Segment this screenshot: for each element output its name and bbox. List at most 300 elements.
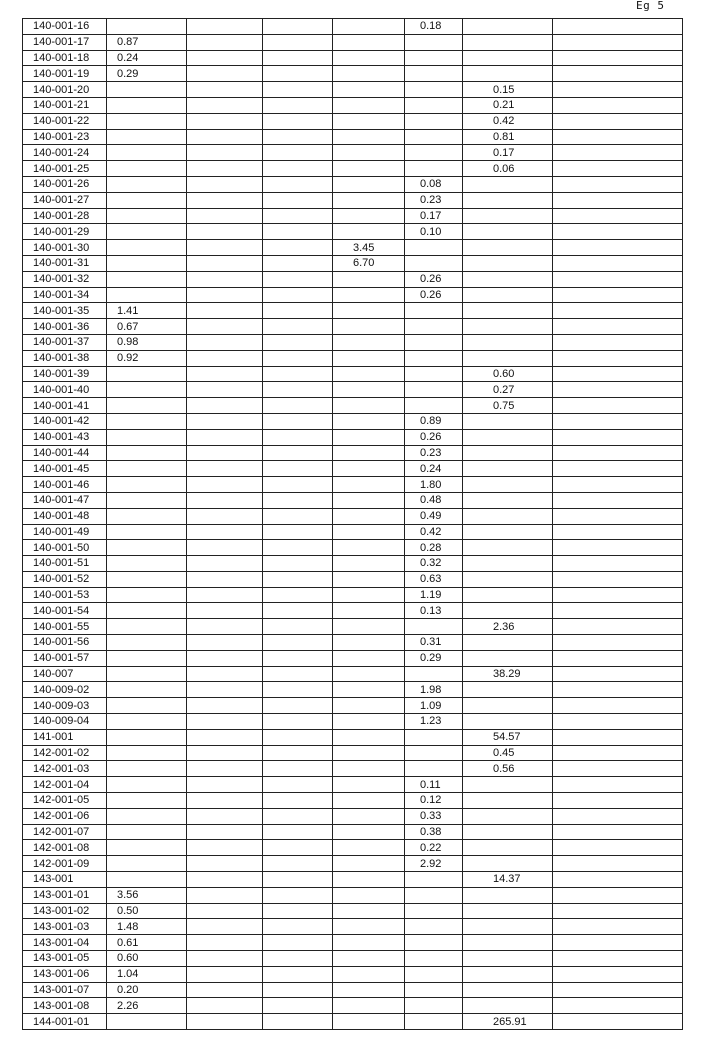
table-cell-col6: 0.24 <box>405 461 463 477</box>
table-cell-col5 <box>333 666 405 682</box>
table-row <box>23 113 683 129</box>
row-id: 140-001-32 <box>23 271 107 287</box>
row-id: 140-001-41 <box>23 398 107 414</box>
table-row <box>23 303 683 319</box>
table-cell-col6 <box>405 887 463 903</box>
table-cell-col3 <box>187 935 263 951</box>
table-row <box>23 556 683 572</box>
table-row <box>23 761 683 777</box>
table-cell-col6: 0.26 <box>405 287 463 303</box>
table-cell-col4 <box>263 19 333 35</box>
table-cell-col7 <box>463 334 553 350</box>
table-cell-col8 <box>553 524 683 540</box>
table-cell-col3 <box>187 271 263 287</box>
table-cell-col5 <box>333 808 405 824</box>
row-id: 143-001-07 <box>23 982 107 998</box>
table-cell-col7 <box>463 571 553 587</box>
table-cell-col8 <box>553 872 683 888</box>
table-cell-col8 <box>553 982 683 998</box>
table-cell-col2 <box>107 603 187 619</box>
table-cell-col7: 0.42 <box>463 113 553 129</box>
table-row <box>23 887 683 903</box>
table-cell-col4 <box>263 793 333 809</box>
table-cell-col8 <box>553 666 683 682</box>
table-cell-col8 <box>553 824 683 840</box>
table-cell-col4 <box>263 603 333 619</box>
row-id: 140-001-30 <box>23 240 107 256</box>
row-id: 143-001-03 <box>23 919 107 935</box>
table-cell-col8 <box>553 129 683 145</box>
row-id: 142-001-05 <box>23 793 107 809</box>
table-cell-col5 <box>333 966 405 982</box>
table-cell-col5 <box>333 824 405 840</box>
table-cell-col7 <box>463 635 553 651</box>
row-id: 140-001-51 <box>23 556 107 572</box>
table-cell-col7 <box>463 903 553 919</box>
table-cell-col7 <box>463 824 553 840</box>
table-cell-col4 <box>263 82 333 98</box>
table-cell-col7: 0.56 <box>463 761 553 777</box>
table-cell-col4 <box>263 192 333 208</box>
table-cell-col3 <box>187 887 263 903</box>
table-cell-col4 <box>263 1014 333 1030</box>
table-row <box>23 255 683 271</box>
row-id: 140-001-42 <box>23 413 107 429</box>
table-cell-col6: 0.26 <box>405 271 463 287</box>
table-cell-col7 <box>463 966 553 982</box>
table-cell-col3 <box>187 698 263 714</box>
table-cell-col5 <box>333 919 405 935</box>
table-cell-col8 <box>553 224 683 240</box>
table-cell-col6: 0.31 <box>405 635 463 651</box>
table-row <box>23 571 683 587</box>
table-cell-col6 <box>405 903 463 919</box>
table-cell-col2 <box>107 872 187 888</box>
table-row <box>23 413 683 429</box>
table-cell-col4 <box>263 287 333 303</box>
table-cell-col8 <box>553 951 683 967</box>
table-row <box>23 161 683 177</box>
table-cell-col4 <box>263 145 333 161</box>
table-row <box>23 366 683 382</box>
table-cell-col4 <box>263 856 333 872</box>
table-cell-col5 <box>333 145 405 161</box>
row-id: 140-001-24 <box>23 145 107 161</box>
table-cell-col6: 0.23 <box>405 445 463 461</box>
table-cell-col6: 0.11 <box>405 777 463 793</box>
table-cell-col6 <box>405 50 463 66</box>
row-id: 140-001-40 <box>23 382 107 398</box>
table-cell-col4 <box>263 255 333 271</box>
table-cell-col6: 0.18 <box>405 19 463 35</box>
table-cell-col8 <box>553 34 683 50</box>
table-cell-col5 <box>333 856 405 872</box>
table-cell-col8 <box>553 113 683 129</box>
table-cell-col4 <box>263 951 333 967</box>
table-cell-col8 <box>553 161 683 177</box>
table-cell-col6: 2.92 <box>405 856 463 872</box>
table-cell-col8 <box>553 808 683 824</box>
row-id: 143-001-06 <box>23 966 107 982</box>
table-row <box>23 176 683 192</box>
table-cell-col8 <box>553 587 683 603</box>
table-cell-col2 <box>107 208 187 224</box>
row-id: 143-001-01 <box>23 887 107 903</box>
table-cell-col2 <box>107 113 187 129</box>
table-cell-col6: 0.48 <box>405 492 463 508</box>
table-cell-col6 <box>405 113 463 129</box>
table-cell-col2 <box>107 745 187 761</box>
table-cell-col3 <box>187 176 263 192</box>
table-cell-col5 <box>333 461 405 477</box>
table-cell-col8 <box>553 966 683 982</box>
table-cell-col7 <box>463 350 553 366</box>
table-cell-col5 <box>333 761 405 777</box>
table-cell-col8 <box>553 556 683 572</box>
table-cell-col4 <box>263 492 333 508</box>
table-row <box>23 19 683 35</box>
table-cell-col8 <box>553 287 683 303</box>
table-cell-col6: 0.08 <box>405 176 463 192</box>
row-id: 140-001-26 <box>23 176 107 192</box>
row-id: 140-009-04 <box>23 714 107 730</box>
table-cell-col7: 14.37 <box>463 872 553 888</box>
table-cell-col5 <box>333 192 405 208</box>
table-cell-col6 <box>405 34 463 50</box>
table-cell-col6 <box>405 745 463 761</box>
row-id: 140-001-38 <box>23 350 107 366</box>
table-cell-col3 <box>187 1014 263 1030</box>
table-cell-col2 <box>107 508 187 524</box>
table-cell-col4 <box>263 113 333 129</box>
table-cell-col6 <box>405 382 463 398</box>
table-cell-col7: 0.60 <box>463 366 553 382</box>
table-cell-col4 <box>263 34 333 50</box>
table-cell-col2 <box>107 429 187 445</box>
table-cell-col2 <box>107 619 187 635</box>
table-row <box>23 240 683 256</box>
table-cell-col2 <box>107 398 187 414</box>
table-row <box>23 698 683 714</box>
table-cell-col7 <box>463 445 553 461</box>
table-cell-col7 <box>463 714 553 730</box>
table-row <box>23 808 683 824</box>
row-id: 142-001-08 <box>23 840 107 856</box>
table-cell-col5 <box>333 540 405 556</box>
table-cell-col3 <box>187 793 263 809</box>
table-row <box>23 350 683 366</box>
table-cell-col7 <box>463 808 553 824</box>
table-cell-col4 <box>263 872 333 888</box>
table-cell-col6 <box>405 398 463 414</box>
table-cell-col4 <box>263 50 333 66</box>
table-cell-col7 <box>463 856 553 872</box>
table-cell-col2: 0.24 <box>107 50 187 66</box>
table-row <box>23 619 683 635</box>
table-cell-col6 <box>405 334 463 350</box>
table-row <box>23 129 683 145</box>
table-cell-col2: 0.87 <box>107 34 187 50</box>
table-cell-col3 <box>187 208 263 224</box>
row-id: 140-001-56 <box>23 635 107 651</box>
table-cell-col8 <box>553 777 683 793</box>
table-cell-col8 <box>553 761 683 777</box>
table-cell-col7: 0.15 <box>463 82 553 98</box>
table-cell-col2 <box>107 176 187 192</box>
table-cell-col5 <box>333 208 405 224</box>
table-cell-col2 <box>107 761 187 777</box>
table-cell-col6: 0.22 <box>405 840 463 856</box>
table-cell-col5 <box>333 887 405 903</box>
table-row <box>23 793 683 809</box>
table-cell-col6 <box>405 666 463 682</box>
table-cell-col3 <box>187 824 263 840</box>
table-cell-col6: 0.42 <box>405 524 463 540</box>
table-row <box>23 745 683 761</box>
table-cell-col6: 1.23 <box>405 714 463 730</box>
table-cell-col2 <box>107 271 187 287</box>
table-cell-col6 <box>405 982 463 998</box>
table-cell-col2 <box>107 224 187 240</box>
table-cell-col3 <box>187 571 263 587</box>
table-cell-col6 <box>405 872 463 888</box>
table-cell-col7 <box>463 793 553 809</box>
table-cell-col3 <box>187 19 263 35</box>
table-cell-col5 <box>333 903 405 919</box>
table-cell-col6 <box>405 319 463 335</box>
table-cell-col6: 0.17 <box>405 208 463 224</box>
table-cell-col2: 0.29 <box>107 66 187 82</box>
table-cell-col6 <box>405 161 463 177</box>
table-cell-col7 <box>463 777 553 793</box>
table-cell-col3 <box>187 192 263 208</box>
row-id: 140-001-57 <box>23 650 107 666</box>
table-cell-col6: 0.28 <box>405 540 463 556</box>
table-cell-col2 <box>107 540 187 556</box>
table-cell-col4 <box>263 271 333 287</box>
table-cell-col2 <box>107 19 187 35</box>
row-id: 140-001-34 <box>23 287 107 303</box>
table-cell-col3 <box>187 729 263 745</box>
table-cell-col7 <box>463 998 553 1014</box>
row-id: 140-001-29 <box>23 224 107 240</box>
table-row <box>23 50 683 66</box>
table-cell-col4 <box>263 919 333 935</box>
table-row <box>23 398 683 414</box>
table-row <box>23 714 683 730</box>
table-cell-col4 <box>263 461 333 477</box>
table-cell-col6 <box>405 240 463 256</box>
table-cell-col5 <box>333 445 405 461</box>
table-cell-col4 <box>263 935 333 951</box>
table-row <box>23 287 683 303</box>
table-cell-col4 <box>263 350 333 366</box>
table-cell-col5 <box>333 492 405 508</box>
table-cell-col8 <box>553 145 683 161</box>
table-cell-col5 <box>333 777 405 793</box>
table-row <box>23 524 683 540</box>
table-cell-col4 <box>263 824 333 840</box>
table-cell-col7 <box>463 240 553 256</box>
table-row <box>23 635 683 651</box>
table-cell-col2 <box>107 287 187 303</box>
table-cell-col7: 0.45 <box>463 745 553 761</box>
table-cell-col7 <box>463 19 553 35</box>
table-row <box>23 66 683 82</box>
table-cell-col3 <box>187 872 263 888</box>
table-cell-col2: 0.61 <box>107 935 187 951</box>
table-cell-col8 <box>553 319 683 335</box>
table-row <box>23 192 683 208</box>
table-cell-col4 <box>263 524 333 540</box>
table-cell-col3 <box>187 745 263 761</box>
table-cell-col4 <box>263 982 333 998</box>
table-cell-col4 <box>263 334 333 350</box>
table-cell-col5 <box>333 19 405 35</box>
table-cell-col7: 54.57 <box>463 729 553 745</box>
table-cell-col7: 0.27 <box>463 382 553 398</box>
table-cell-col7 <box>463 208 553 224</box>
row-id: 140-001-48 <box>23 508 107 524</box>
table-cell-col3 <box>187 619 263 635</box>
row-id: 143-001-05 <box>23 951 107 967</box>
table-cell-col3 <box>187 461 263 477</box>
table-cell-col3 <box>187 113 263 129</box>
table-cell-col3 <box>187 287 263 303</box>
table-cell-col6 <box>405 761 463 777</box>
table-cell-col7 <box>463 303 553 319</box>
table-cell-col8 <box>553 398 683 414</box>
table-cell-col6 <box>405 966 463 982</box>
table-cell-col4 <box>263 887 333 903</box>
table-cell-col8 <box>553 635 683 651</box>
table-cell-col6 <box>405 82 463 98</box>
table-cell-col3 <box>187 951 263 967</box>
table-cell-col5 <box>333 224 405 240</box>
table-cell-col8 <box>553 429 683 445</box>
table-cell-col5 <box>333 635 405 651</box>
table-cell-col6 <box>405 729 463 745</box>
table-cell-col5: 6.70 <box>333 255 405 271</box>
table-cell-col2: 0.50 <box>107 903 187 919</box>
row-id: 140-007 <box>23 666 107 682</box>
row-id: 140-001-19 <box>23 66 107 82</box>
table-cell-col2 <box>107 650 187 666</box>
table-row <box>23 382 683 398</box>
table-cell-col2 <box>107 192 187 208</box>
table-cell-col7 <box>463 682 553 698</box>
table-cell-col2 <box>107 445 187 461</box>
table-cell-col2 <box>107 161 187 177</box>
row-id: 142-001-06 <box>23 808 107 824</box>
table-cell-col8 <box>553 97 683 113</box>
table-cell-col6: 0.49 <box>405 508 463 524</box>
table-cell-col7: 0.21 <box>463 97 553 113</box>
table-cell-col2: 0.92 <box>107 350 187 366</box>
table-cell-col4 <box>263 319 333 335</box>
table-cell-col8 <box>553 682 683 698</box>
table-row <box>23 34 683 50</box>
table-row <box>23 966 683 982</box>
table-cell-col3 <box>187 429 263 445</box>
table-cell-col2 <box>107 682 187 698</box>
table-cell-col5 <box>333 271 405 287</box>
table-cell-col5 <box>333 382 405 398</box>
row-id: 140-009-02 <box>23 682 107 698</box>
table-cell-col5 <box>333 176 405 192</box>
table-cell-col3 <box>187 97 263 113</box>
table-cell-col3 <box>187 398 263 414</box>
table-cell-col3 <box>187 508 263 524</box>
table-cell-col6: 1.80 <box>405 477 463 493</box>
table-row <box>23 903 683 919</box>
table-cell-col8 <box>553 303 683 319</box>
table-cell-col4 <box>263 398 333 414</box>
table-cell-col3 <box>187 382 263 398</box>
table-cell-col3 <box>187 319 263 335</box>
table-cell-col8 <box>553 445 683 461</box>
table-cell-col5 <box>333 793 405 809</box>
table-cell-col7 <box>463 982 553 998</box>
table-cell-col3 <box>187 366 263 382</box>
table-cell-col5 <box>333 477 405 493</box>
table-cell-col5 <box>333 982 405 998</box>
table-cell-col7 <box>463 34 553 50</box>
table-cell-col3 <box>187 856 263 872</box>
table-row <box>23 461 683 477</box>
table-cell-col4 <box>263 729 333 745</box>
table-row <box>23 729 683 745</box>
table-row <box>23 82 683 98</box>
table-cell-col6: 0.10 <box>405 224 463 240</box>
table-cell-col4 <box>263 650 333 666</box>
table-cell-col3 <box>187 919 263 935</box>
row-id: 140-001-31 <box>23 255 107 271</box>
table-cell-col3 <box>187 603 263 619</box>
table-cell-col2 <box>107 145 187 161</box>
table-cell-col5 <box>333 303 405 319</box>
table-cell-col4 <box>263 998 333 1014</box>
table-cell-col5 <box>333 745 405 761</box>
table-cell-col7 <box>463 319 553 335</box>
table-cell-col2 <box>107 97 187 113</box>
table-cell-col6: 0.38 <box>405 824 463 840</box>
table-cell-col6: 0.13 <box>405 603 463 619</box>
row-id: 140-001-54 <box>23 603 107 619</box>
table-cell-col3 <box>187 682 263 698</box>
row-id: 140-001-53 <box>23 587 107 603</box>
table-cell-col8 <box>553 998 683 1014</box>
table-cell-col6: 0.63 <box>405 571 463 587</box>
row-id: 140-001-52 <box>23 571 107 587</box>
table-cell-col6 <box>405 919 463 935</box>
table-cell-col4 <box>263 666 333 682</box>
table-cell-col5 <box>333 951 405 967</box>
table-cell-col6: 0.29 <box>405 650 463 666</box>
row-id: 140-001-18 <box>23 50 107 66</box>
table-cell-col5 <box>333 129 405 145</box>
table-cell-col8 <box>553 350 683 366</box>
table-cell-col5 <box>333 587 405 603</box>
table-cell-col8 <box>553 745 683 761</box>
table-cell-col5 <box>333 998 405 1014</box>
table-cell-col4 <box>263 540 333 556</box>
table-cell-col7: 38.29 <box>463 666 553 682</box>
table-cell-col2 <box>107 240 187 256</box>
table-cell-col6: 1.19 <box>405 587 463 603</box>
table-cell-col7 <box>463 255 553 271</box>
table-cell-col6 <box>405 951 463 967</box>
